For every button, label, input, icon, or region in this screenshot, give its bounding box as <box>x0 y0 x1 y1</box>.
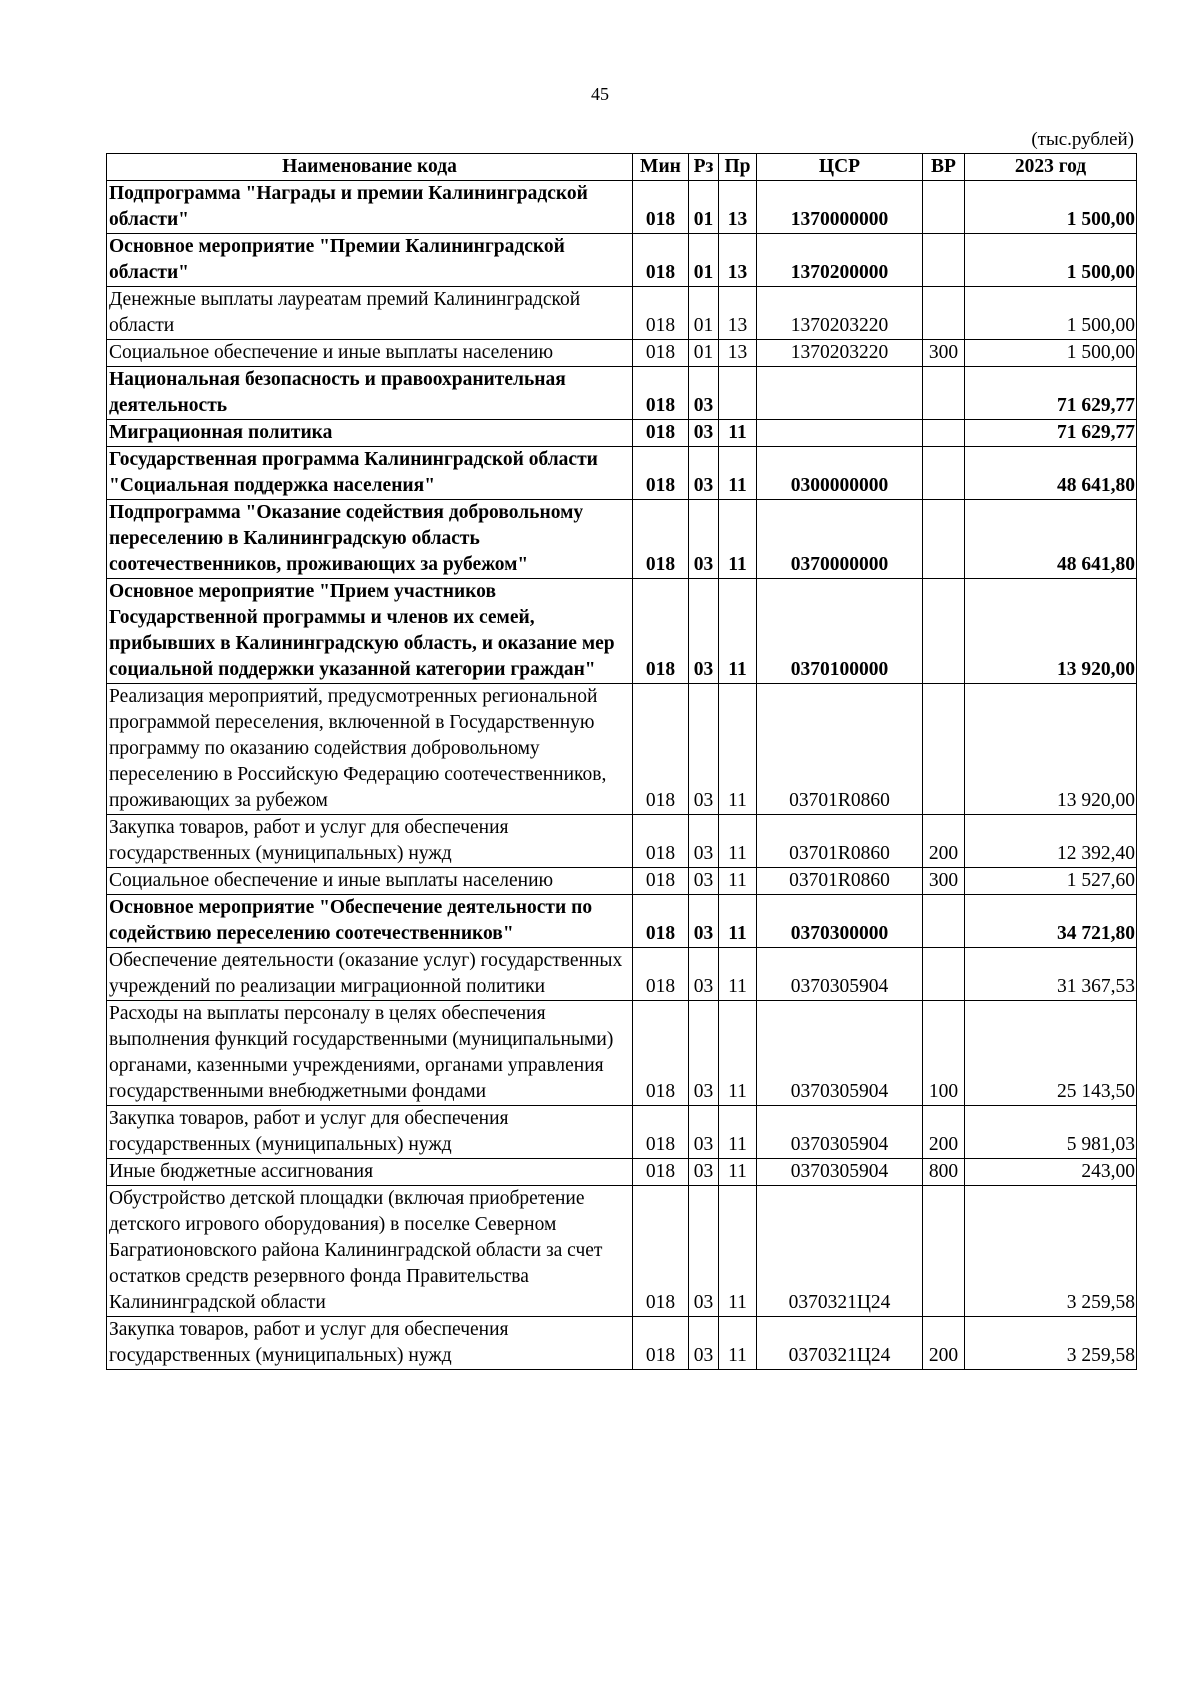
cell-csr: 0370305904 <box>757 1106 923 1159</box>
cell-rz: 01 <box>689 234 719 287</box>
cell-rz: 03 <box>689 579 719 684</box>
cell-min: 018 <box>633 447 689 500</box>
header-name: Наименование кода <box>107 154 633 181</box>
cell-amount: 25 143,50 <box>965 1001 1137 1106</box>
cell-name: Основное мероприятие "Премии Калининградской области" <box>107 234 633 287</box>
cell-rz: 03 <box>689 895 719 948</box>
cell-pr: 11 <box>719 1159 757 1186</box>
cell-name: Социальное обеспечение и иные выплаты населению <box>107 868 633 895</box>
cell-rz: 03 <box>689 815 719 868</box>
cell-name: Иные бюджетные ассигнования <box>107 1159 633 1186</box>
cell-rz: 03 <box>689 684 719 815</box>
table-row <box>107 287 1137 340</box>
cell-rz: 01 <box>689 287 719 340</box>
header-rz: Рз <box>689 154 719 181</box>
table-row <box>107 1001 1137 1106</box>
cell-min: 018 <box>633 367 689 420</box>
cell-amount: 13 920,00 <box>965 579 1137 684</box>
cell-pr: 11 <box>719 815 757 868</box>
table-row <box>107 1317 1137 1370</box>
cell-vr <box>923 684 965 815</box>
cell-min: 018 <box>633 500 689 579</box>
cell-rz: 01 <box>689 340 719 367</box>
cell-csr: 03701R0860 <box>757 684 923 815</box>
table-row <box>107 1106 1137 1159</box>
cell-vr: 200 <box>923 815 965 868</box>
table-row <box>107 868 1137 895</box>
cell-min: 018 <box>633 1159 689 1186</box>
cell-csr: 0370300000 <box>757 895 923 948</box>
cell-amount: 13 920,00 <box>965 684 1137 815</box>
header-pr: Пр <box>719 154 757 181</box>
cell-pr: 11 <box>719 1001 757 1106</box>
cell-name: Закупка товаров, работ и услуг для обеспечения государственных (муниципальных) нужд <box>107 1106 633 1159</box>
cell-name: Национальная безопасность и правоохранительная деятельность <box>107 367 633 420</box>
table-row <box>107 948 1137 1001</box>
cell-pr: 11 <box>719 868 757 895</box>
cell-vr <box>923 287 965 340</box>
cell-rz: 03 <box>689 1317 719 1370</box>
cell-min: 018 <box>633 684 689 815</box>
cell-name: Миграционная политика <box>107 420 633 447</box>
cell-rz: 03 <box>689 1159 719 1186</box>
cell-name: Государственная программа Калининградской области "Социальная поддержка населения" <box>107 447 633 500</box>
table-row <box>107 420 1137 447</box>
header-amount: 2023 год <box>965 154 1137 181</box>
cell-amount: 5 981,03 <box>965 1106 1137 1159</box>
cell-min: 018 <box>633 868 689 895</box>
cell-csr: 0370321Ц24 <box>757 1317 923 1370</box>
cell-rz: 03 <box>689 367 719 420</box>
cell-name: Основное мероприятие "Обеспечение деятельности по содействию переселению соотечественников" <box>107 895 633 948</box>
cell-vr: 300 <box>923 340 965 367</box>
cell-min: 018 <box>633 1106 689 1159</box>
table-row <box>107 1186 1137 1317</box>
cell-min: 018 <box>633 1186 689 1317</box>
cell-name: Закупка товаров, работ и услуг для обеспечения государственных (муниципальных) нужд <box>107 1317 633 1370</box>
cell-amount: 34 721,80 <box>965 895 1137 948</box>
cell-csr <box>757 420 923 447</box>
table-row <box>107 500 1137 579</box>
cell-csr: 1370200000 <box>757 234 923 287</box>
cell-min: 018 <box>633 420 689 447</box>
cell-csr <box>757 367 923 420</box>
cell-vr <box>923 948 965 1001</box>
cell-min: 018 <box>633 579 689 684</box>
cell-amount: 243,00 <box>965 1159 1137 1186</box>
cell-csr: 03701R0860 <box>757 815 923 868</box>
cell-name: Расходы на выплаты персоналу в целях обеспечения выполнения функций государственными (муниципальными) органами, казенными учреждениями, органами управления государственными внебюджетными фондами <box>107 1001 633 1106</box>
cell-name: Подпрограмма "Награды и премии Калининградской области" <box>107 181 633 234</box>
units-label: (тыс.рублей) <box>1031 129 1134 150</box>
cell-csr: 0370000000 <box>757 500 923 579</box>
table-row <box>107 1159 1137 1186</box>
cell-min: 018 <box>633 1317 689 1370</box>
cell-amount: 48 641,80 <box>965 447 1137 500</box>
cell-vr: 100 <box>923 1001 965 1106</box>
cell-csr: 0370305904 <box>757 1159 923 1186</box>
cell-pr: 13 <box>719 340 757 367</box>
cell-rz: 03 <box>689 868 719 895</box>
cell-csr: 0370100000 <box>757 579 923 684</box>
cell-vr <box>923 181 965 234</box>
cell-name: Обеспечение деятельности (оказание услуг) государственных учреждений по реализации миграционной политики <box>107 948 633 1001</box>
cell-amount: 31 367,53 <box>965 948 1137 1001</box>
cell-pr: 11 <box>719 420 757 447</box>
table-row <box>107 684 1137 815</box>
table-row <box>107 181 1137 234</box>
cell-amount: 1 527,60 <box>965 868 1137 895</box>
cell-csr: 0300000000 <box>757 447 923 500</box>
cell-min: 018 <box>633 340 689 367</box>
cell-csr: 0370305904 <box>757 1001 923 1106</box>
table-row <box>107 895 1137 948</box>
cell-min: 018 <box>633 1001 689 1106</box>
cell-rz: 03 <box>689 420 719 447</box>
cell-amount: 1 500,00 <box>965 181 1137 234</box>
cell-pr: 11 <box>719 895 757 948</box>
cell-csr: 0370305904 <box>757 948 923 1001</box>
header-vr: ВР <box>923 154 965 181</box>
cell-amount: 1 500,00 <box>965 234 1137 287</box>
cell-min: 018 <box>633 234 689 287</box>
cell-name: Социальное обеспечение и иные выплаты населению <box>107 340 633 367</box>
cell-csr: 1370203220 <box>757 340 923 367</box>
cell-vr <box>923 447 965 500</box>
cell-vr: 200 <box>923 1317 965 1370</box>
table-row <box>107 234 1137 287</box>
cell-vr <box>923 1186 965 1317</box>
cell-vr <box>923 234 965 287</box>
cell-min: 018 <box>633 181 689 234</box>
cell-vr: 800 <box>923 1159 965 1186</box>
cell-csr: 03701R0860 <box>757 868 923 895</box>
header-min: Мин <box>633 154 689 181</box>
cell-rz: 03 <box>689 1106 719 1159</box>
cell-vr <box>923 579 965 684</box>
cell-pr: 11 <box>719 684 757 815</box>
cell-name: Основное мероприятие "Прием участников Государственной программы и членов их семей, прибывших в Калининградскую область, и оказание мер социальной поддержки указанной категории граждан" <box>107 579 633 684</box>
cell-min: 018 <box>633 287 689 340</box>
cell-name: Обустройство детской площадки (включая приобретение детского игрового оборудования) в поселке Северном Багратионовского района Калининградской области за счет остатков средств резервного фонда Правительства Калининградской области <box>107 1186 633 1317</box>
header-csr: ЦСР <box>757 154 923 181</box>
table-row <box>107 367 1137 420</box>
cell-vr <box>923 420 965 447</box>
cell-pr: 11 <box>719 948 757 1001</box>
cell-vr <box>923 895 965 948</box>
cell-pr: 11 <box>719 579 757 684</box>
cell-min: 018 <box>633 815 689 868</box>
cell-vr: 200 <box>923 1106 965 1159</box>
cell-vr <box>923 500 965 579</box>
cell-amount: 71 629,77 <box>965 367 1137 420</box>
cell-csr: 1370203220 <box>757 287 923 340</box>
cell-pr: 11 <box>719 447 757 500</box>
cell-rz: 03 <box>689 1186 719 1317</box>
table-row <box>107 340 1137 367</box>
header-row <box>107 154 1137 181</box>
cell-pr: 13 <box>719 234 757 287</box>
cell-pr: 13 <box>719 287 757 340</box>
cell-pr <box>719 367 757 420</box>
cell-amount: 48 641,80 <box>965 500 1137 579</box>
cell-amount: 1 500,00 <box>965 287 1137 340</box>
table-row <box>107 815 1137 868</box>
cell-pr: 13 <box>719 181 757 234</box>
table-row <box>107 579 1137 684</box>
cell-amount: 71 629,77 <box>965 420 1137 447</box>
cell-rz: 03 <box>689 447 719 500</box>
cell-min: 018 <box>633 948 689 1001</box>
cell-amount: 12 392,40 <box>965 815 1137 868</box>
cell-amount: 3 259,58 <box>965 1186 1137 1317</box>
page-number: 45 <box>591 84 609 104</box>
cell-pr: 11 <box>719 1186 757 1317</box>
cell-name: Закупка товаров, работ и услуг для обеспечения государственных (муниципальных) нужд <box>107 815 633 868</box>
cell-vr <box>923 367 965 420</box>
cell-vr: 300 <box>923 868 965 895</box>
cell-amount: 3 259,58 <box>965 1317 1137 1370</box>
cell-name: Подпрограмма "Оказание содействия добровольному переселению в Калининградскую область соотечественников, проживающих за рубежом" <box>107 500 633 579</box>
cell-csr: 1370000000 <box>757 181 923 234</box>
cell-rz: 03 <box>689 1001 719 1106</box>
cell-rz: 03 <box>689 948 719 1001</box>
cell-min: 018 <box>633 895 689 948</box>
cell-csr: 0370321Ц24 <box>757 1186 923 1317</box>
cell-rz: 03 <box>689 500 719 579</box>
cell-pr: 11 <box>719 1317 757 1370</box>
cell-name: Денежные выплаты лауреатам премий Калининградской области <box>107 287 633 340</box>
cell-pr: 11 <box>719 500 757 579</box>
cell-name: Реализация мероприятий, предусмотренных региональной программой переселения, включенной в Государственную программу по оказанию содействия добровольному переселению в Российскую Федерацию соотечественников, проживающих за рубежом <box>107 684 633 815</box>
cell-pr: 11 <box>719 1106 757 1159</box>
cell-rz: 01 <box>689 181 719 234</box>
table-row <box>107 447 1137 500</box>
budget-table <box>106 153 1137 1370</box>
cell-amount: 1 500,00 <box>965 340 1137 367</box>
